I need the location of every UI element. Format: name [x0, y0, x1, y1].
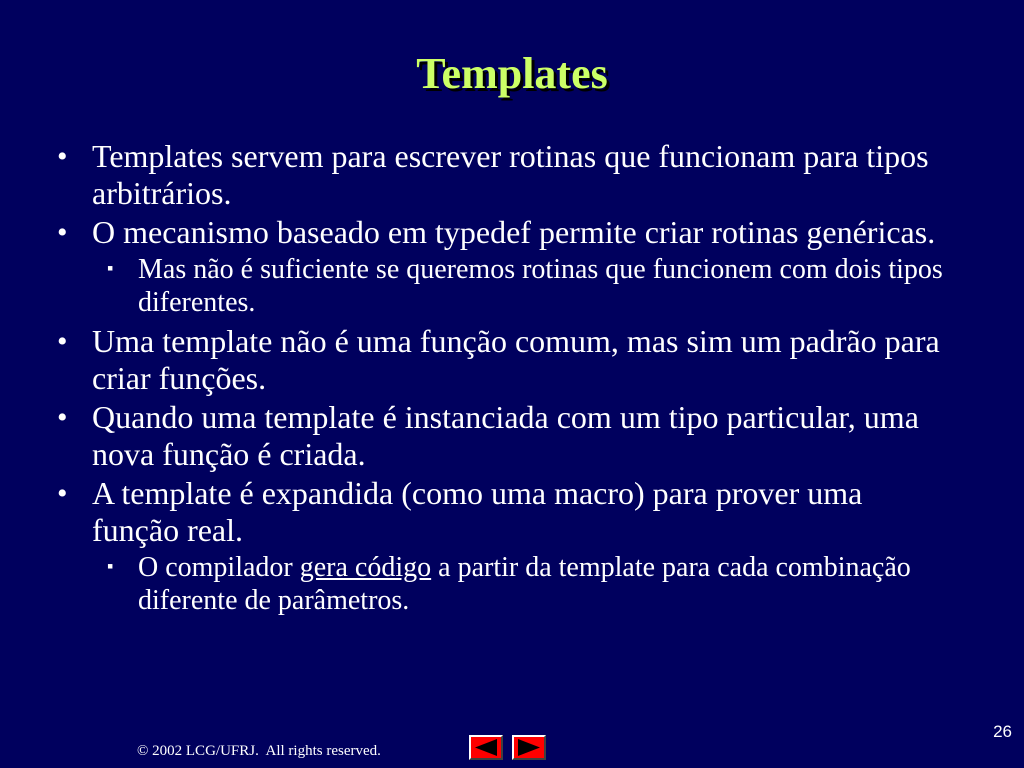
square-bullet-icon: ▪	[107, 258, 114, 278]
left-arrow-icon	[471, 737, 501, 758]
sub-bullet-item	[57, 253, 957, 319]
sub-bullet-text-end: a partir da template para cada combinação diferente de parâmetros.	[138, 552, 911, 616]
bullet-item	[57, 214, 957, 251]
sub-bullet-item	[57, 551, 957, 617]
bullet-item	[57, 138, 957, 212]
bullet-text: Quando uma template é instanciada com um tipo particular, uma nova função é criada.	[92, 399, 919, 472]
bullet-text: O mecanismo baseado em typedef permite criar rotinas genéricas.	[92, 214, 936, 250]
underlined-term: gera código	[299, 552, 432, 583]
bullet-item	[57, 323, 957, 397]
slide-title: Templates	[416, 49, 608, 98]
bullet-text: A template é expandida (como uma macro) para prover uma função real.	[92, 475, 863, 548]
bullet-icon: •	[57, 140, 68, 173]
square-bullet-icon: ▪	[107, 556, 114, 576]
bullet-item	[57, 475, 957, 549]
sub-bullet-text: Mas não é suficiente se queremos rotinas que funcionem com dois tipos diferentes.	[138, 254, 943, 318]
bullet-icon: •	[57, 216, 68, 249]
slide-body	[57, 138, 957, 621]
bullet-item	[57, 399, 957, 473]
right-arrow-icon	[514, 737, 544, 758]
copyright-footer: © 2002 LCG/UFRJ. All rights reserved.	[137, 743, 381, 759]
bullet-icon: •	[57, 325, 68, 358]
previous-slide-button[interactable]	[469, 735, 503, 760]
bullet-icon: •	[57, 477, 68, 510]
next-slide-button[interactable]	[512, 735, 546, 760]
page-number: 26	[993, 722, 1012, 741]
bullet-icon: •	[57, 401, 68, 434]
bullet-text: Uma template não é uma função comum, mas sim um padrão para criar funções.	[92, 323, 940, 396]
sub-bullet-text-start: O compilador	[138, 552, 300, 583]
bullet-text: Templates servem para escrever rotinas que funcionam para tipos arbitrários.	[92, 138, 929, 211]
